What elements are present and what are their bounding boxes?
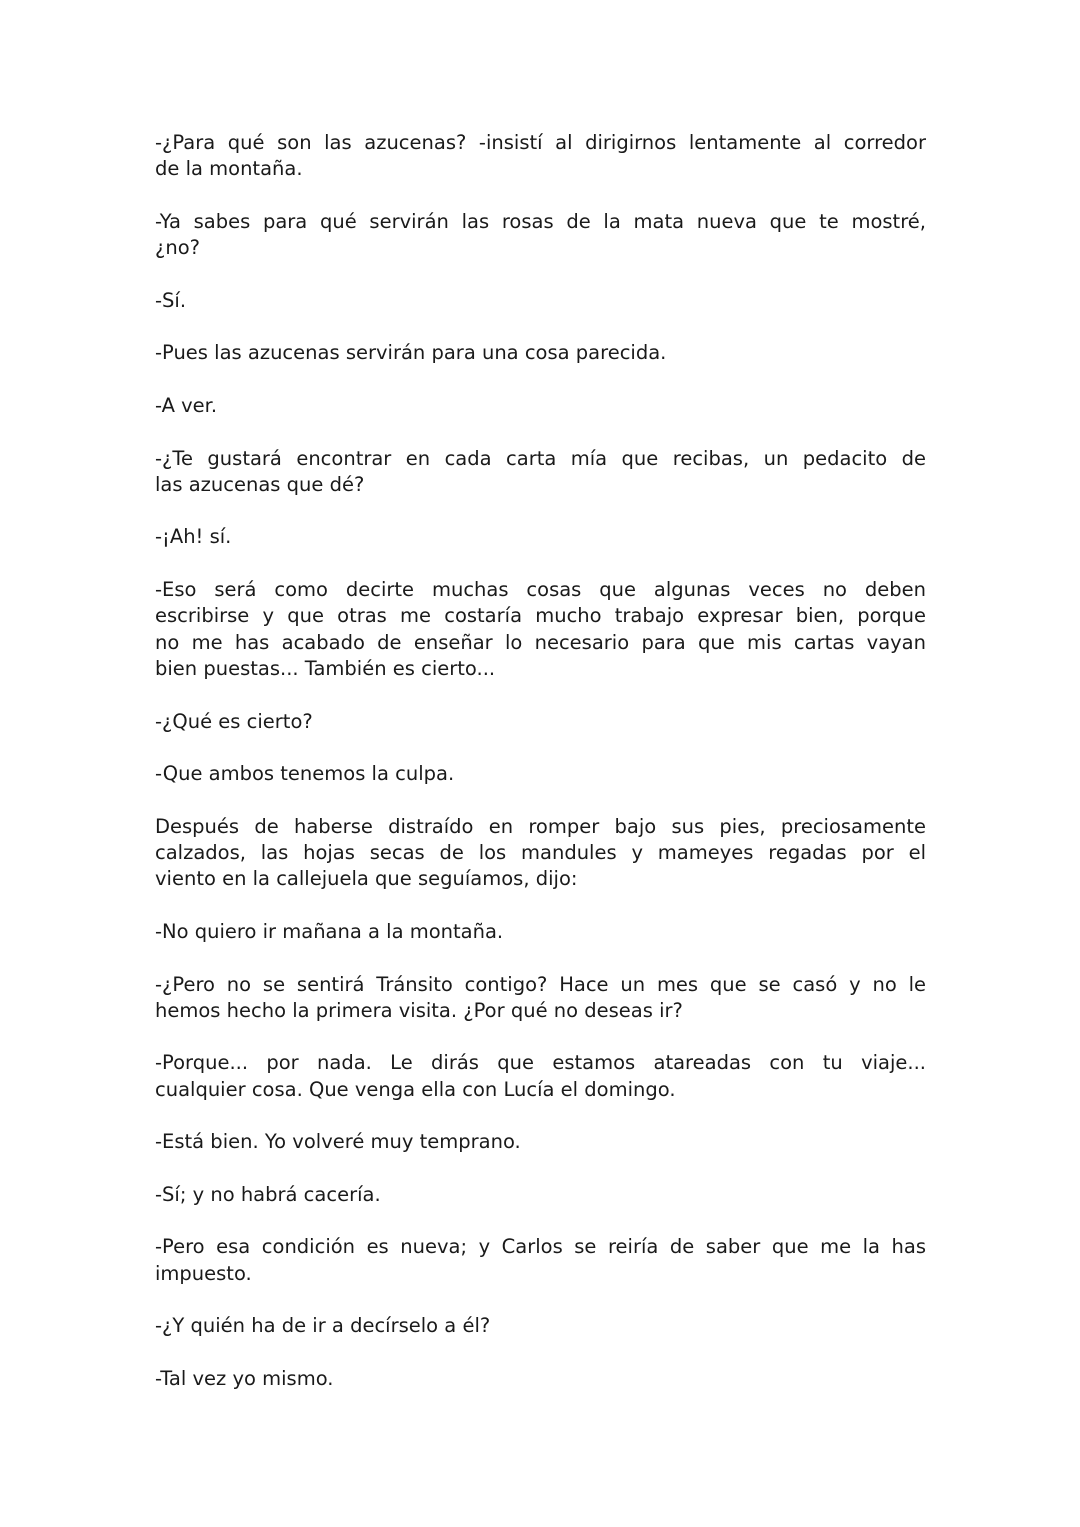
text-line: -Está bien. Yo volveré muy temprano. [155,1130,521,1154]
text-line: bien puestas... También es cierto... [155,656,496,680]
text-line: -¿Y quién ha de ir a decírselo a él? [155,1314,491,1338]
text-line: -Pues las azucenas servirán para una cosa parecida. [155,341,667,365]
text-line: Después de haberse distraído en romper bajo sus pies, preciosamente [155,814,926,838]
paragraph [155,524,926,550]
text-line: calzados, las hojas secas de los mandules y mameyes regadas por el [155,841,926,865]
paragraph [155,288,926,314]
text-line: ¿no? [155,236,200,260]
text-line: -Ya sabes para qué servirán las rosas de la mata nueva que te mostré, [155,209,926,233]
text-line: -¿Para qué son las azucenas? -insistí al dirigirnos lentamente al corredor [155,131,926,154]
paragraph [155,577,926,682]
text-line: -Porque... por nada. Le dirás que estamos atareadas con tu viaje... [155,1051,926,1075]
text-line: -¿Qué es cierto? [155,709,313,733]
text-line: -Sí. [155,288,187,312]
text-line: escribirse y que otras me costaría mucho trabajo expresar bien, porque [155,604,926,628]
paragraph [155,1129,926,1155]
paragraph [155,814,926,893]
paragraph [155,972,926,1025]
text-line: -Pero esa condición es nueva; y Carlos se reiría de saber que me la has [155,1235,926,1259]
text-line: -¿Te gustará encontrar en cada carta mía que recibas, un pedacito de [155,446,926,470]
paragraph [155,340,926,366]
text-line: -Que ambos tenemos la culpa. [155,762,455,786]
paragraph [155,761,926,787]
paragraph [155,709,926,735]
text-line: -No quiero ir mañana a la montaña. [155,919,504,943]
document-page [155,130,926,1419]
paragraph [155,209,926,262]
paragraph [155,919,926,945]
paragraph [155,130,926,183]
text-line: -¿Pero no se sentirá Tránsito contigo? Hace un mes que se casó y no le [155,972,926,996]
text-line: no me has acabado de enseñar lo necesario para que mis cartas vayan [155,630,926,654]
text-line: -¡Ah! sí. [155,525,232,549]
text-line: las azucenas que dé? [155,472,365,496]
text-line: -A ver. [155,393,218,417]
paragraph [155,446,926,499]
text-line: -Tal vez yo mismo. [155,1366,334,1390]
text-line: cualquier cosa. Que venga ella con Lucía el domingo. [155,1077,676,1101]
paragraph [155,1234,926,1287]
paragraph [155,1182,926,1208]
text-line: hemos hecho la primera visita. ¿Por qué no deseas ir? [155,998,683,1022]
paragraph [155,1366,926,1392]
text-line: -Eso será como decirte muchas cosas que algunas veces no deben [155,578,926,602]
paragraph [155,393,926,419]
text-line: de la montaña. [155,157,303,181]
text-line: -Sí; y no habrá cacería. [155,1182,381,1206]
paragraph [155,1050,926,1103]
paragraph [155,1313,926,1339]
text-line: impuesto. [155,1261,252,1285]
text-line: viento en la callejuela que seguíamos, dijo: [155,867,578,891]
